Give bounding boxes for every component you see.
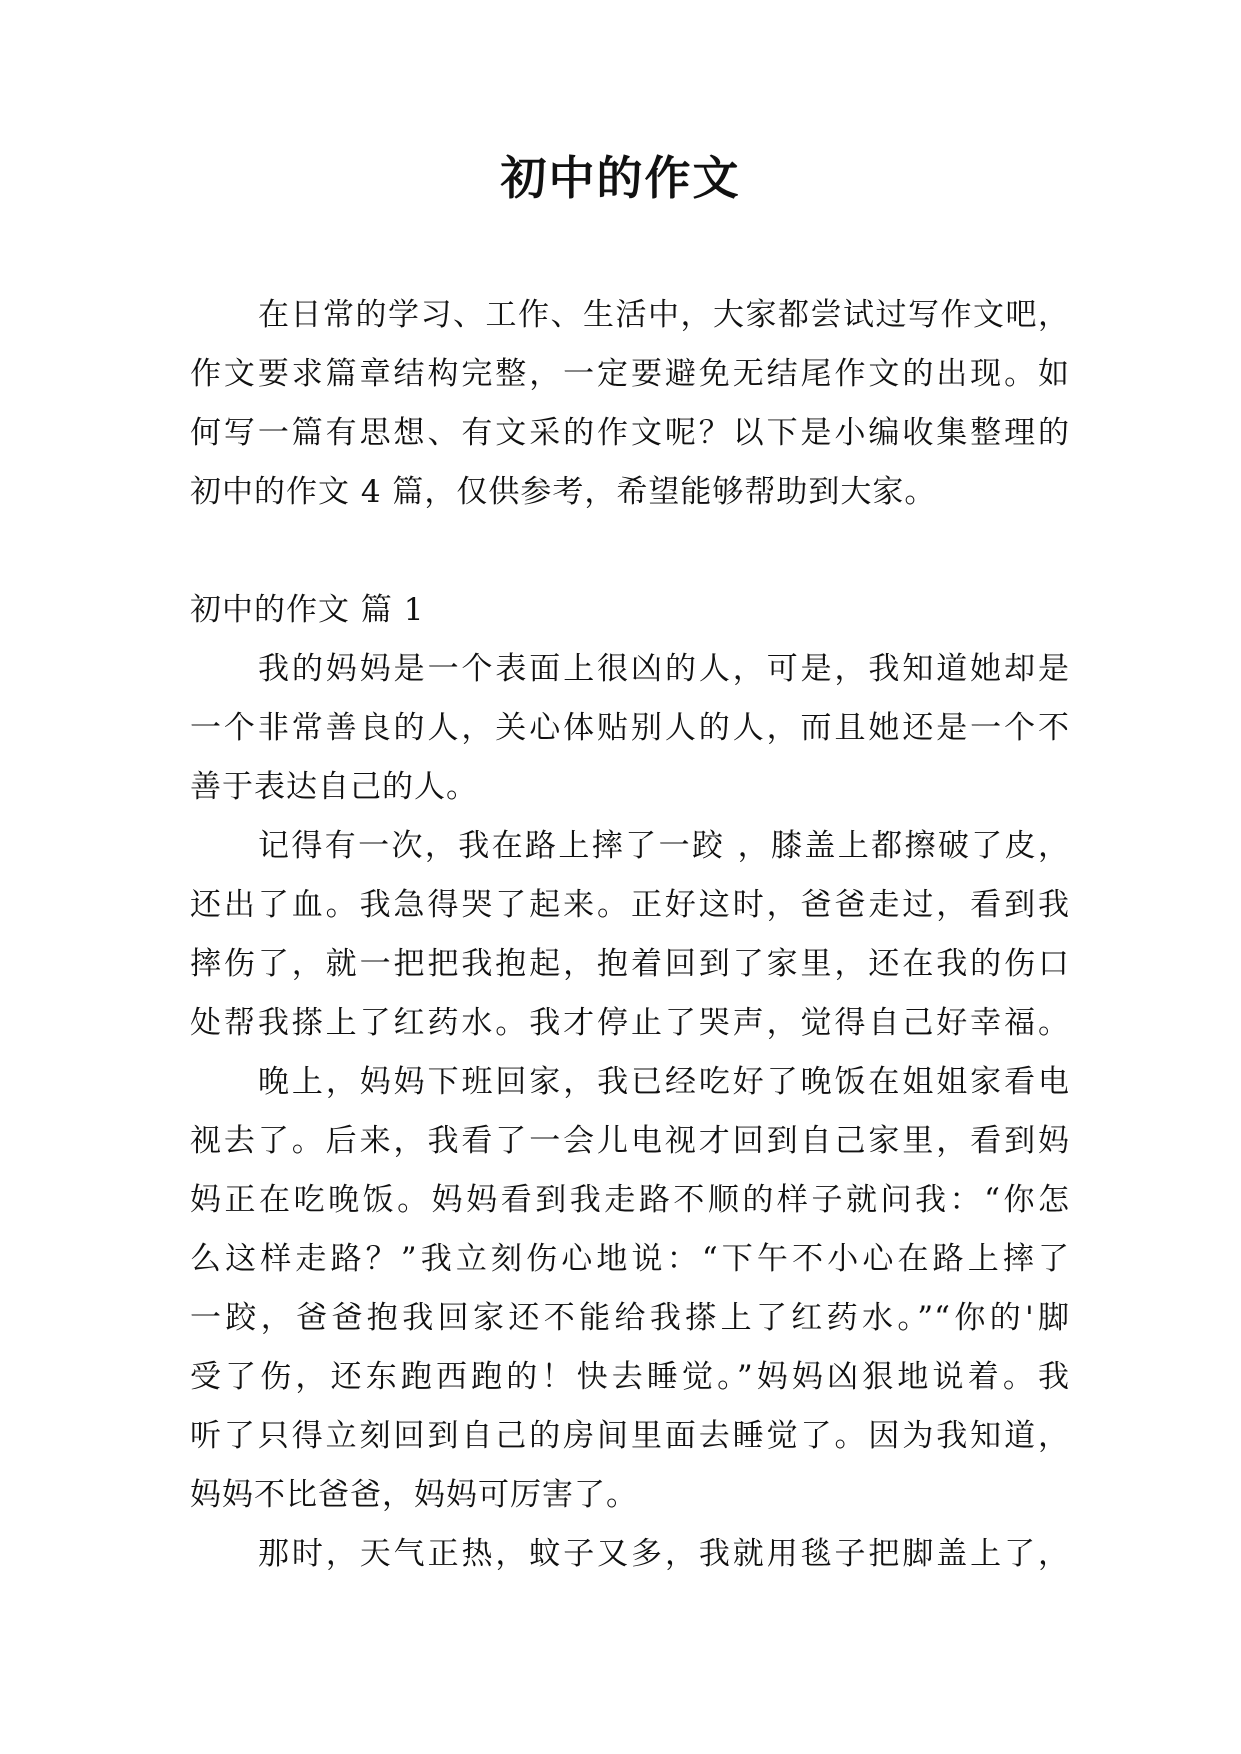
text-line: 么这样走路？”我立刻伤心地说：“下午不小心在路上摔了 — [190, 1241, 1070, 1277]
paragraph-spacer — [190, 522, 1070, 581]
text-line: 妈正在吃晚饭。妈妈看到我走路不顺的样子就问我：“你怎 — [190, 1182, 1070, 1218]
text-line: 受了伤，还东跑西跑的！快去睡觉。”妈妈凶狠地说着。我 — [190, 1359, 1070, 1395]
text-line: 晚上，妈妈下班回家，我已经吃好了晚饭在姐姐家看电 — [258, 1064, 1070, 1100]
intro-paragraph — [190, 286, 1070, 522]
text-line: 还出了血。我急得哭了起来。正好这时，爸爸走过，看到我 — [190, 887, 1070, 923]
text-line: 在日常的学习、工作、生活中，大家都尝试过写作文吧， — [258, 297, 1070, 333]
text-line: 一个非常善良的人，关心体贴别人的人，而且她还是一个不 — [190, 710, 1070, 746]
text-line: 我的妈妈是一个表面上很凶的人，可是，我知道她却是 — [258, 651, 1070, 687]
document-title: 初中的作文 — [500, 151, 741, 205]
paragraph-2 — [190, 817, 1070, 1053]
document-body — [190, 286, 1070, 1584]
paragraph-1 — [190, 640, 1070, 817]
text-line: 妈妈不比爸爸，妈妈可厉害了。 — [190, 1477, 638, 1513]
text-line: 记得有一次，我在路上摔了一跤 ，膝盖上都擦破了皮， — [258, 828, 1070, 864]
text-line: 处帮我搽上了红药水。我才停止了哭声，觉得自己好幸福。 — [190, 1005, 1070, 1041]
text-line: 何写一篇有思想、有文采的作文呢？以下是小编收集整理的 — [190, 415, 1070, 451]
text-line: 作文要求篇章结构完整，一定要避免无结尾作文的出现。如 — [190, 356, 1070, 392]
section-heading: 初中的作文 篇 1 — [190, 592, 425, 628]
paragraph-3 — [190, 1053, 1070, 1525]
text-line: 那时，天气正热，蚊子又多，我就用毯子把脚盖上了， — [258, 1536, 1070, 1572]
text-line: 视去了。后来，我看了一会儿电视才回到自己家里，看到妈 — [190, 1123, 1070, 1159]
text-line: 听了只得立刻回到自己的房间里面去睡觉了。因为我知道， — [190, 1418, 1070, 1454]
text-line: 初中的作文 4 篇，仅供参考，希望能够帮助到大家。 — [190, 474, 937, 510]
paragraph-4 — [190, 1525, 1070, 1584]
text-line: 摔伤了，就一把把我抱起，抱着回到了家里，还在我的伤口 — [190, 946, 1070, 982]
text-line: 善于表达自己的人。 — [190, 769, 478, 805]
text-line: 一跤，爸爸抱我回家还不能给我搽上了红药水。”“你的'脚 — [190, 1300, 1070, 1336]
